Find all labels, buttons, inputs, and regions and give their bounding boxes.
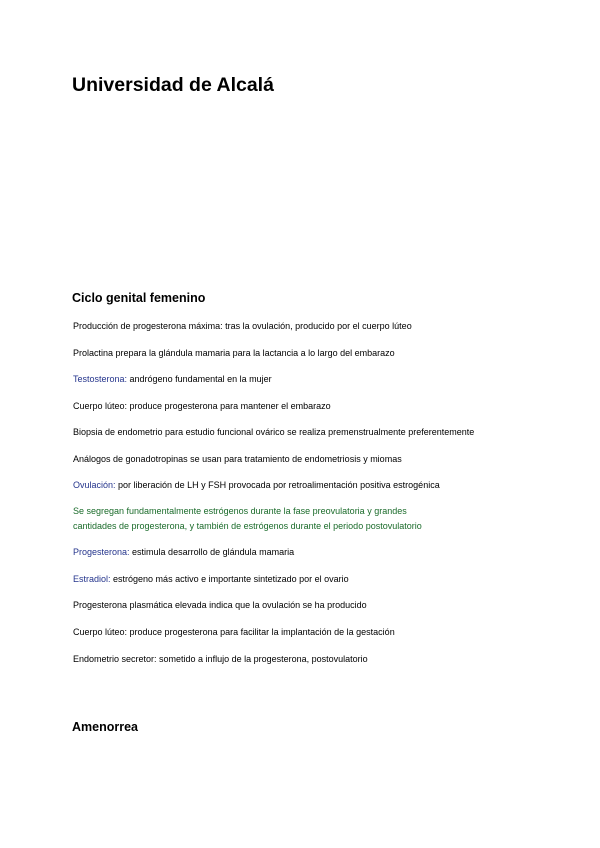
note-item — [73, 425, 474, 439]
note-item — [73, 625, 395, 639]
section-heading-ciclo-genital: Ciclo genital femenino — [72, 291, 206, 305]
note-item — [73, 346, 395, 360]
note-item — [73, 319, 412, 333]
note-line: cantidades de progesterona, y también de estrógenos durante el periodo postovulatorio — [73, 521, 422, 531]
note-item — [73, 452, 402, 466]
note-item — [73, 652, 368, 666]
note-term: Ovulación: — [73, 480, 116, 490]
note-item — [73, 598, 367, 612]
note-text: Progesterona plasmática elevada indica que la ovulación se ha producido — [73, 600, 367, 610]
note-text: por liberación de LH y FSH provocada por retroalimentación positiva estrogénica — [115, 480, 440, 490]
note-text: estrógeno más activo e importante sintetizado por el ovario — [110, 574, 349, 584]
note-text: Cuerpo lúteo: produce progesterona para facilitar la implantación de la gestación — [73, 627, 395, 637]
note-term: Estradiol: — [73, 574, 111, 584]
page-title: Universidad de Alcalá — [72, 74, 274, 96]
note-term: Progesterona: — [73, 547, 130, 557]
note-text: andrógeno fundamental en la mujer — [127, 374, 272, 384]
note-text: Endometrio secretor: sometido a influjo de la progesterona, postovulatorio — [73, 654, 368, 664]
note-item — [73, 478, 440, 492]
note-term: Testosterona: — [73, 374, 128, 384]
note-text: estimula desarrollo de glándula mamaria — [129, 547, 295, 557]
section-heading-amenorrea: Amenorrea — [72, 720, 138, 734]
note-item — [73, 545, 294, 559]
note-item — [73, 372, 272, 386]
note-text: Cuerpo lúteo: produce progesterona para mantener el embarazo — [73, 401, 331, 411]
note-item-highlight — [73, 504, 422, 534]
note-text: Análogos de gonadotropinas se usan para tratamiento de endometriosis y miomas — [73, 454, 402, 464]
note-item — [73, 572, 349, 586]
note-text: Producción de progesterona máxima: tras la ovulación, producido por el cuerpo lúteo — [73, 321, 412, 331]
note-line: Se segregan fundamentalmente estrógenos durante la fase preovulatoria y grandes — [73, 506, 407, 516]
note-item — [73, 399, 331, 413]
note-text: Prolactina prepara la glándula mamaria para la lactancia a lo largo del embarazo — [73, 348, 395, 358]
note-text: Biopsia de endometrio para estudio funcional ovárico se realiza premenstrualmente preferentemente — [73, 427, 475, 437]
